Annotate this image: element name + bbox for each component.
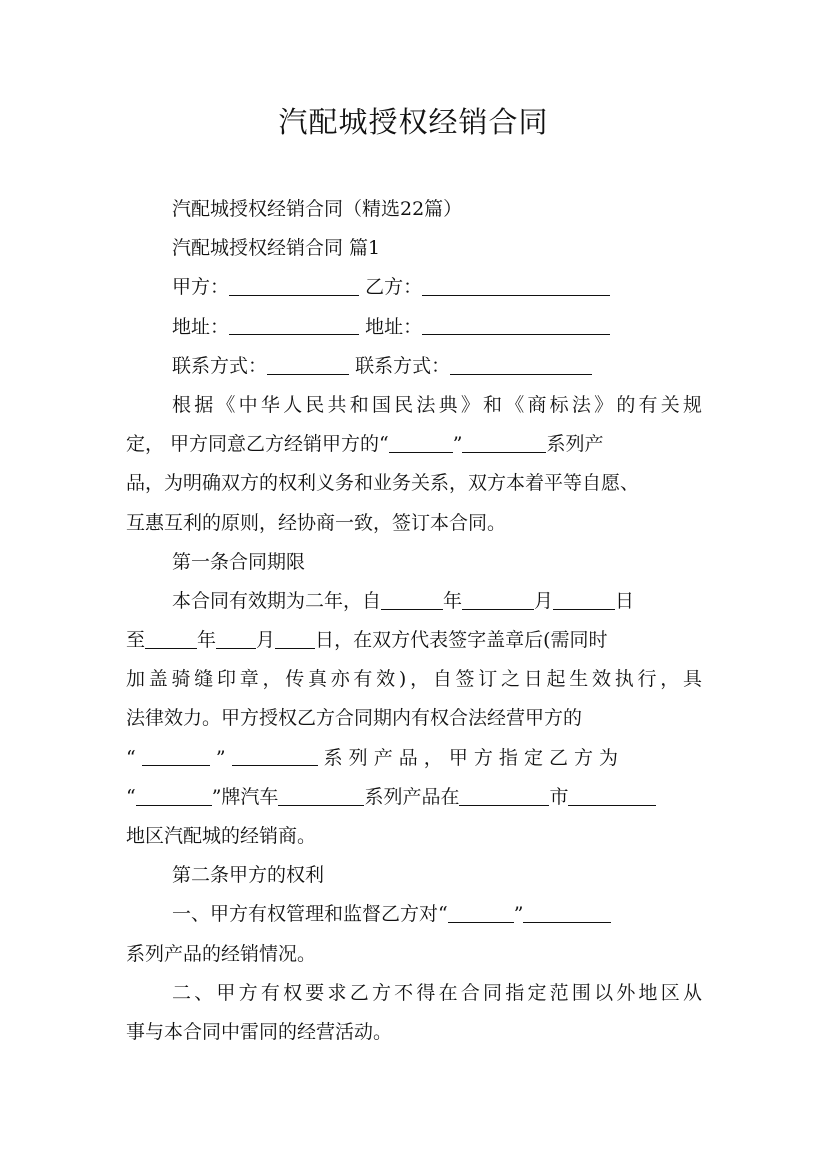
document-title: 汽配城授权经销合同 bbox=[278, 105, 549, 139]
contact-line bbox=[126, 347, 702, 386]
intro-line-4: 互惠互利的原则，经协商一致，签订本合同。 bbox=[126, 511, 507, 534]
address-b-label: 地址： bbox=[365, 315, 423, 338]
party-a-blank bbox=[229, 276, 359, 296]
article-1-line-6: “ ”牌汽车 系列产品在 市 bbox=[126, 778, 702, 817]
party-b-blank bbox=[422, 276, 610, 296]
intro-line-2: 定， 甲方同意乙方经销甲方的“ ” 系列产 bbox=[126, 433, 604, 456]
address-b-blank bbox=[422, 315, 610, 335]
contact-a-label: 联系方式： bbox=[172, 354, 268, 377]
article-1-line-3: 加盖骑缝印章，传真亦有效)，自签订之日起生效执行，具 bbox=[126, 668, 702, 691]
article-2-item-1-cont: 系列产品的经销情况。 bbox=[126, 942, 317, 965]
end-month-blank bbox=[216, 629, 256, 649]
article-1-line-5: “ ” 系 列 产 品 ， 甲 方 指 定 乙 方 为 bbox=[126, 746, 619, 769]
product-blank-3 bbox=[278, 786, 364, 806]
product-blank-4 bbox=[523, 903, 611, 923]
party-a-label: 甲方： bbox=[172, 276, 230, 299]
article-2-heading: 第二条甲方的权利 bbox=[172, 864, 325, 887]
product-blank-2 bbox=[232, 746, 318, 766]
address-a-blank bbox=[229, 315, 359, 335]
end-year-blank bbox=[145, 629, 197, 649]
start-day-blank bbox=[553, 590, 615, 610]
address-line bbox=[126, 308, 702, 347]
contact-b-blank bbox=[450, 355, 592, 375]
city-blank bbox=[459, 786, 549, 806]
address-a-label: 地址： bbox=[172, 315, 230, 338]
start-year-blank bbox=[381, 590, 443, 610]
brand-blank-4 bbox=[448, 903, 514, 923]
article-1-heading: 第一条合同期限 bbox=[172, 550, 306, 573]
article-2-item-2: 二、甲方有权要求乙方不得在合同指定范围以外地区从 bbox=[172, 981, 702, 1004]
article-1-line-2: 至 年 月 日，在双方代表签字盖章后(需同时 bbox=[126, 629, 608, 652]
article-2-item-2-cont: 事与本合同中雷同的经营活动。 bbox=[126, 1020, 393, 1043]
intro-line-1: 根据《中华人民共和国民法典》和《商标法》的有关规 bbox=[172, 393, 702, 416]
brand-blank-2 bbox=[142, 746, 210, 766]
section-heading: 汽配城授权经销合同 篇1 bbox=[172, 237, 381, 260]
party-b-label: 乙方： bbox=[365, 276, 423, 299]
contact-a-blank bbox=[267, 355, 349, 375]
contact-b-label: 联系方式： bbox=[355, 354, 451, 377]
end-day-blank bbox=[275, 629, 315, 649]
district-blank bbox=[568, 786, 656, 806]
brand-blank bbox=[389, 433, 453, 453]
document-subtitle: 汽配城授权经销合同（精选22篇） bbox=[172, 198, 463, 220]
product-blank bbox=[462, 433, 546, 453]
document-body bbox=[126, 190, 702, 1052]
start-month-blank bbox=[462, 590, 534, 610]
intro-line-3: 品，为明确双方的权利义务和业务关系，双方本着平等自愿、 bbox=[126, 472, 640, 495]
article-1-line-7: 地区汽配城的经销商。 bbox=[126, 825, 317, 847]
article-2-item-1: 一、甲方有权管理和监督乙方对“ ” bbox=[126, 895, 702, 934]
brand-blank-3 bbox=[136, 786, 212, 806]
article-1-line-4: 法律效力。甲方授权乙方合同期内有权合法经营甲方的 bbox=[126, 707, 583, 730]
party-line bbox=[126, 268, 702, 307]
article-1-line-1: 本合同有效期为二年，自 年 月 日 bbox=[172, 589, 635, 612]
